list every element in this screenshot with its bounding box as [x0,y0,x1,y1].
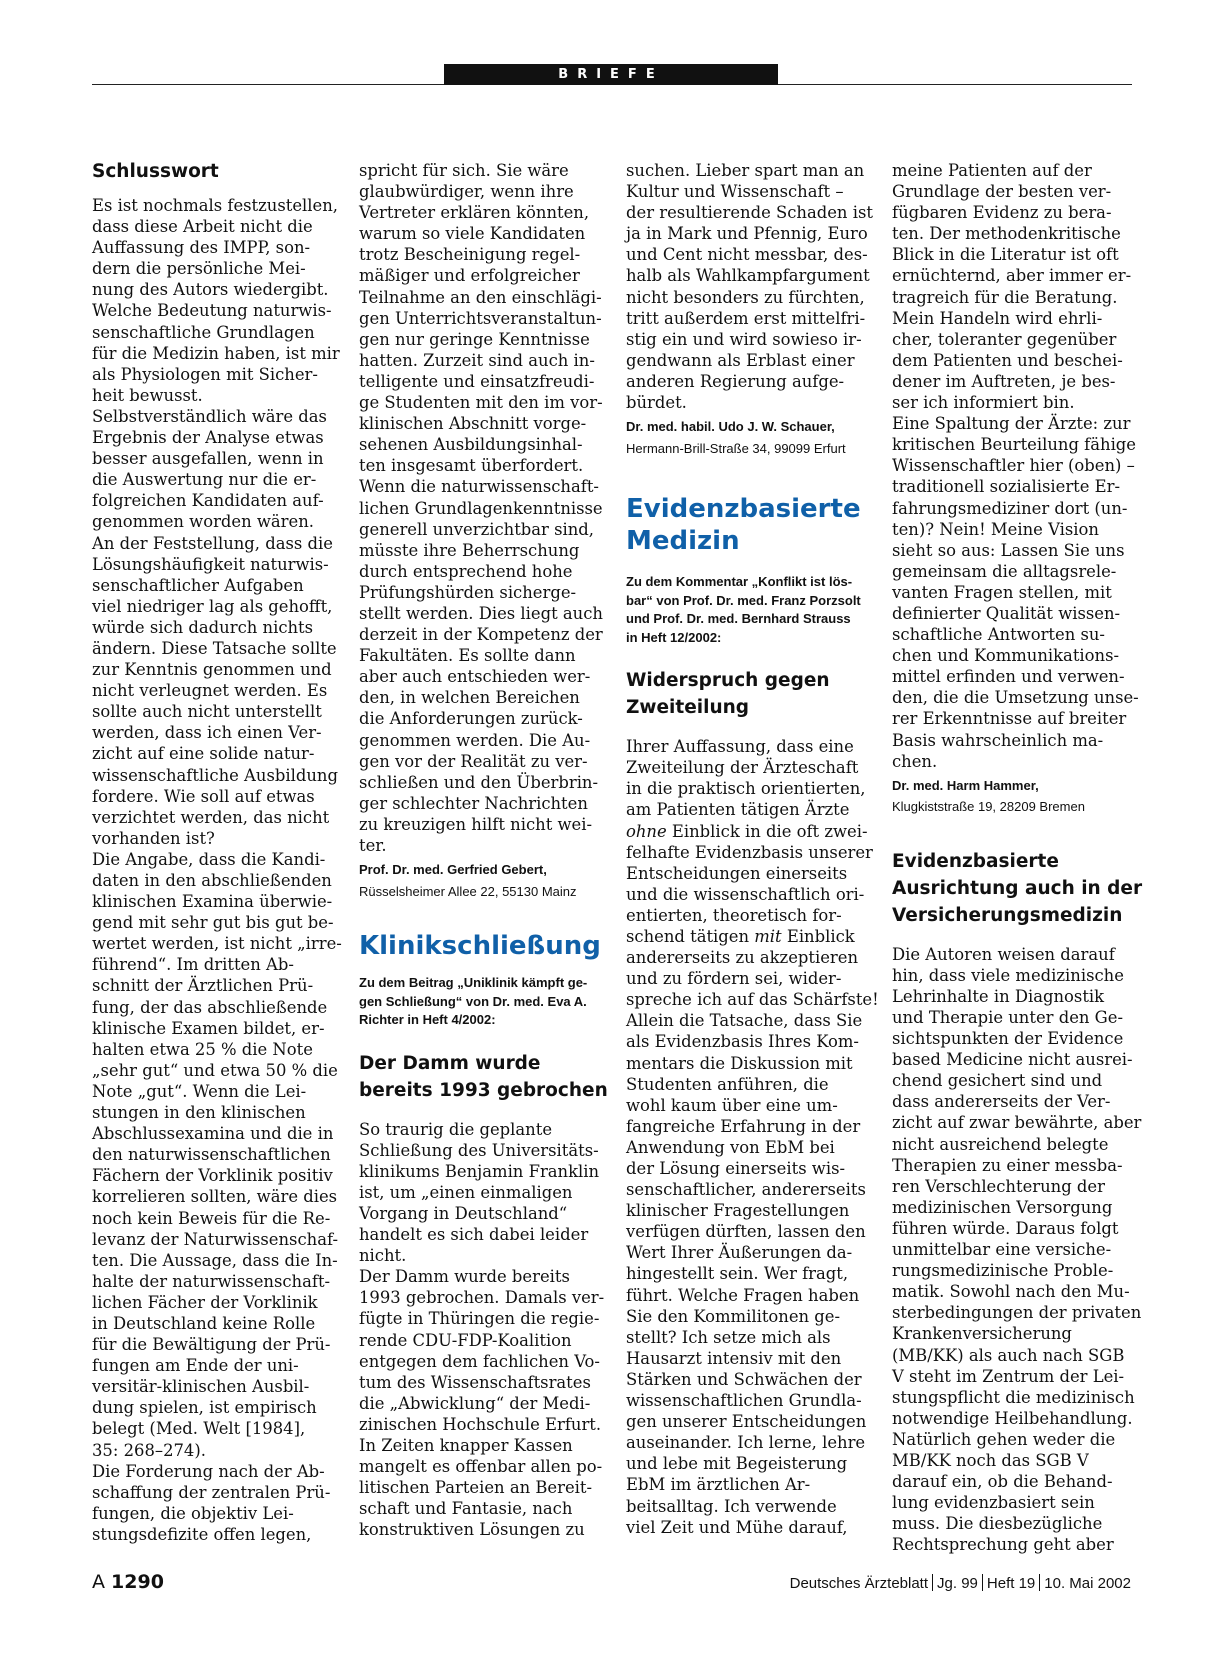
text-line: Es ist nochmals festzustellen, [92,196,338,215]
text-line: und die wissenschaftlich ori- [626,884,865,904]
text-line: klinischen Examina überwie- [92,892,333,912]
text-line: Zweiteilung der Ärzteschaft [626,758,859,778]
column-3 [626,160,879,1538]
text-line: würde sich dadurch nichts [92,617,314,637]
text-line: spricht für sich. Sie wäre [359,161,569,180]
reference-line: Richter in Heft 4/2002: [359,1012,496,1028]
text-line: definierter Qualität wissen- [892,603,1121,623]
text-line: darauf ein, ob die Behand- [892,1472,1113,1492]
text-line: ist, um „einen einmaligen [359,1182,573,1202]
text-line: schaftliche Antworten su- [892,625,1105,645]
text-line: ten. Die Aussage, dass die In- [92,1250,338,1270]
text-line: Ergebnis der Analyse etwas [92,428,324,448]
reference-note [626,573,864,647]
text-line: andererseits zu akzeptieren [626,948,859,968]
text-line: muss. Die diesbezügliche [892,1514,1103,1534]
text-line: Note „gut“. Wenn die Lei- [92,1081,307,1101]
text-line: Wenn die naturwissenschaft- [359,477,599,497]
page-number-value: 1290 [111,1571,164,1593]
text-line: Fakultäten. Es sollte dann [359,646,576,666]
text-line: daten in den abschließenden [92,871,332,890]
author-address: Hermann-Brill-Straße 34, 99099 Erfurt [626,440,846,456]
text-line: durch entsprechend hohe [359,561,573,581]
text-line: belegt (Med. Welt [1984], [92,1419,306,1439]
text-line: den, die die Umsetzung unse- [892,688,1139,708]
author-name: Dr. med. habil. Udo J. W. Schauer, [626,419,835,435]
text-line: Lehrinhalte in Diagnostik [892,986,1105,1006]
text-line: am Patienten tätigen Ärzte [626,800,850,820]
topic-line: Evidenzbasierte [626,494,861,525]
article-text [359,160,603,856]
text-line: dener im Auftreten, je bes- [892,371,1116,391]
text-line: rer Erkenntnisse auf breiter [892,709,1127,729]
text-line: klinischen Abschnitt vorge- [359,414,587,434]
text-line: gen vor der Realität zu ver- [359,751,588,771]
text-line: Basis wahrscheinlich ma- [892,730,1104,750]
text-line: entgegen dem fachlichen Vo- [359,1351,600,1371]
text-line: kritischen Beurteilung fähige [892,435,1137,455]
text-line: stungsdefizite offen legen, [92,1524,312,1544]
text-line: mentars die Diskussion mit [626,1053,853,1073]
text-line: glaubwürdiger, wenn ihre [359,182,574,202]
text-line: rende CDU-FDP-Koalition [359,1330,572,1350]
text-line: Welche Bedeutung naturwis- [92,301,332,321]
text-line: mangelt es offenbar allen po- [359,1457,603,1477]
text-line: den, in welchen Bereichen [359,688,580,708]
text-line: Abschlussexamina und die in [92,1124,334,1144]
text-line: dern die persönliche Mei- [92,259,306,279]
text-line: Selbstverständlich wäre das [92,406,327,426]
text-line: für die Bewältigung der Prü- [92,1335,331,1355]
text-line: verfügen dürften, lassen den [626,1222,866,1242]
text-line: die Anforderungen zurück- [359,709,583,729]
signature [626,416,864,459]
text-line: vanten Fragen stellen, mit [892,582,1112,602]
text-line: dem Patienten und beschei- [892,350,1123,370]
text-line: lichen Fächer der Vorklinik [92,1292,318,1312]
text-line: Kultur und Wissenschaft – [626,182,844,202]
text-line: werden, dass ich einen Ver- [92,723,322,743]
text-line: in die praktisch orientierten, [626,779,866,799]
text-line: wohl kaum über eine um- [626,1095,838,1115]
journal-issue: Heft 19 [986,1575,1036,1592]
text-line: schnitt der Ärztlichen Prü- [92,976,314,996]
page-number [92,1571,164,1593]
text-line: viel Zeit und Mühe darauf, [626,1517,848,1537]
text-line: Wissenschaftler hier (oben) – [892,456,1135,476]
text-line: Entscheidungen einerseits [626,863,848,883]
text-line: nung des Autors wiedergibt. [92,280,329,300]
text-line: fungen am Ende der uni- [92,1356,299,1376]
text-line: ger schlechter Nachrichten [359,793,588,813]
text-line: nicht verleugnet werden. Es [92,681,328,701]
text-line: MB/KK noch das SGB V [892,1450,1089,1470]
text-line: mäßiger und erfolgreicher [359,266,580,286]
headline-line: Widerspruch gegen [626,670,830,692]
text-line: halten etwa 25 % die Note [92,1039,313,1059]
author-name: Prof. Dr. med. Gerfried Gebert, [359,862,547,878]
text-line: zinischen Hochschule Erfurt. [359,1414,602,1434]
headline-line: Evidenzbasierte [892,850,1059,872]
text-line: vorhanden ist? [92,828,215,848]
headline-line: Versicherungsmedizin [892,904,1123,926]
journal-name: Deutsches Ärzteblatt [789,1575,929,1592]
text-line: Grundlage der besten ver- [892,182,1112,202]
text-line: Vorgang in Deutschland“ [359,1203,568,1223]
text-line: klinischer Fragestellungen [626,1201,850,1221]
headline-line: Zweiteilung [626,697,750,719]
text-line: schaffung der zentralen Prü- [92,1482,331,1502]
column-1 [92,160,342,1545]
text-line: aber auch entschieden wer- [359,667,591,687]
text-line: chen. [892,751,938,771]
text-line: levanz der Naturwissenschaf- [92,1229,338,1249]
text-line: tum des Wissenschaftsrates [359,1372,591,1392]
reference-line: Zu dem Kommentar „Konflikt ist lös- [626,574,853,590]
text-line: Auffassung des IMPP, son- [92,238,311,258]
text-line: ter. [359,836,387,855]
text-line: zur Kenntnis genommen und [92,660,332,680]
text-line: Eine Spaltung der Ärzte: zur [892,414,1131,434]
text-line: generell unverzichtbar sind, [359,519,595,539]
text-line: führen würde. Daraus folgt [892,1218,1119,1238]
separator [932,1574,933,1591]
text-line: medizinischen Versorgung [892,1197,1113,1217]
text-line: und zu fördern sei, wider- [626,969,842,989]
text-line: warum so viele Kandidaten [359,224,586,244]
text-line: Der Damm wurde bereits [359,1267,570,1287]
text-line: trotz Bescheinigung regel- [359,245,581,265]
text-line: bürdet. [626,393,687,413]
text-line: based Medicine nicht ausrei- [892,1050,1133,1070]
text-line: nicht. [359,1246,407,1266]
text-line: Ihrer Auffassung, dass eine [626,737,854,757]
reference-line: Zu dem Beitrag „Uniklinik kämpft ge- [359,975,588,991]
text-line: fügbaren Evidenz zu bera- [892,203,1112,223]
text-line: konstruktiven Lösungen zu [359,1520,585,1540]
text-line: gen unserer Entscheidungen [626,1412,867,1432]
topic-line: Medizin [626,526,740,557]
text-line: „sehr gut“ und etwa 50 % die [92,1060,338,1080]
text-line: fordere. Wie soll auf etwas [92,786,315,806]
reference-line: gen Schließung“ von Dr. med. Eva A. [359,993,587,1009]
text-line: Stärken und Schwächen der [626,1369,862,1389]
text-line: Teilnahme an den einschlägi- [359,287,602,307]
section-heading: Schlusswort [92,161,219,182]
text-line: dass diese Arbeit nicht die [92,217,313,237]
text-line: sichtspunkten der Evidence [892,1029,1124,1049]
headline-line: Ausrichtung auch in der [892,877,1143,899]
text-line: Rechtsprechung geht aber [892,1535,1114,1555]
text-line: handelt es sich dabei leider [359,1225,589,1245]
text-line: Mein Handeln wird ehrli- [892,308,1103,328]
signature [359,859,597,902]
text-line: ändern. Diese Tatsache sollte [92,638,337,658]
article-text [92,195,342,1545]
text-line: fung, der das abschließende [92,997,328,1017]
text-line: schend tätigen mit Einblick [626,926,855,946]
text-line: schließen und den Überbrin- [359,772,599,792]
text-line: Schließung des Universitäts- [359,1140,599,1160]
text-line: telligente und einsatzfreudi- [359,371,595,391]
text-line: So traurig die geplante [359,1119,553,1139]
text-line: litischen Parteien an Bereit- [359,1478,593,1498]
text-line: fungen, die objektiv Lei- [92,1503,294,1523]
text-line: sehenen Ausbildungsinhal- [359,435,583,455]
text-line: versitär-klinischen Ausbil- [92,1377,310,1397]
text-line: stellt? Ich setze mich als [626,1327,831,1347]
text-line: in Deutschland keine Rolle [92,1313,316,1333]
text-line: hingestellt sein. Wer fragt, [626,1264,849,1284]
headline-line: Der Damm wurde [359,1052,541,1074]
text-line: Wert Ihrer Äußerungen da- [626,1243,853,1263]
text-line: und Therapie unter den Ge- [892,1008,1123,1027]
text-line: ja in Mark und Pfennig, Euro [626,224,868,244]
text-line: besser ausgefallen, wenn in [92,449,324,469]
text-line: ren Verschlechterung der [892,1176,1105,1196]
text-line: zicht auf eine solide natur- [92,744,315,764]
text-line: gend mit sehr gut bis gut be- [92,913,334,933]
text-line: den naturwissenschaftlichen [92,1145,331,1165]
text-line: verzichtet werden, das nicht [92,807,330,827]
text-line: Sie den Kommilitonen ge- [626,1306,841,1326]
text-line: gen Unterrichtsveranstaltun- [359,308,602,328]
text-line: chen und Kommunikations- [892,646,1120,666]
text-line: unmittelbar eine versiche- [892,1240,1112,1260]
text-line: notwendige Heilbehandlung. [892,1408,1133,1428]
text-line: Vertreter erklären könnten, [359,203,590,223]
text-line: die Auswertung nur die er- [92,470,317,490]
author-address: Klugkiststraße 19, 28209 Bremen [892,799,1085,815]
text-line: Die Autoren weisen darauf [892,944,1115,964]
text-line: rungsmedizinische Proble- [892,1261,1114,1281]
reference-line: in Heft 12/2002: [626,629,722,645]
text-line: genommen werden. Die Au- [359,730,591,750]
text-line: hin, dass viele medizinische [892,965,1124,985]
text-line: wissenschaftliche Ausbildung [92,765,338,785]
text-line: felhafte Evidenzbasis unserer [626,842,873,862]
reference-line: und Prof. Dr. med. Bernhard Strauss [626,611,851,627]
text-line: An der Feststellung, dass die [92,533,333,553]
letter-headline [892,848,1143,929]
text-line: Die Forderung nach der Ab- [92,1461,325,1481]
text-line: ten)? Nein! Meine Vision [892,519,1099,539]
text-line: fügte in Thüringen die regie- [359,1309,600,1329]
article-text [626,736,879,1538]
text-line: anderen Regierung aufge- [626,371,845,391]
author-address: Rüsselsheimer Allee 22, 55130 Mainz [359,883,577,899]
text-line: dass andererseits der Ver- [892,1092,1111,1112]
text-line: 1993 gebrochen. Damals ver- [359,1288,605,1308]
column-4 [892,160,1143,1555]
journal-date: 10. Mai 2002 [1044,1575,1131,1592]
text-line: und Cent nicht messbar, des- [626,245,868,265]
text-line: Allein die Tatsache, dass Sie [626,1011,863,1031]
text-line: sieht so aus: Lassen Sie uns [892,540,1125,560]
text-line: wertet werden, ist nicht „irre- [92,934,342,954]
text-line: Blick in die Literatur ist oft [892,245,1119,265]
text-line: derzeit in der Kompetenz der [359,625,603,645]
author-name: Dr. med. Harm Hammer, [892,777,1039,793]
text-line: stig ein und wird sowieso ir- [626,329,862,349]
text-line: nicht ausreichend belegte [892,1134,1109,1154]
text-line: meine Patienten auf der [892,161,1092,180]
text-line: lichen Grundlagenkenntnisse [359,498,603,518]
text-line: ser ich informiert bin. [892,393,1075,413]
text-line: klinische Examen bildet, er- [92,1018,325,1038]
text-line: genommen worden wären. [92,512,314,532]
text-line: führt. Welche Fragen haben [626,1285,860,1305]
text-line: EbM im ärztlichen Ar- [626,1475,811,1495]
text-line: Lösungshäufigkeit naturwis- [92,554,329,574]
text-line: 35: 268–274). [92,1440,206,1460]
text-line: ten insgesamt überfordert. [359,456,584,476]
text-line: wissenschaftlichen Grundla- [626,1391,862,1411]
text-line: ohne Einblick in die oft zwei- [626,821,868,841]
text-line: führend“. Im dritten Ab- [92,955,294,975]
text-line: sollte auch nicht unterstellt [92,702,322,722]
text-line: stungspflicht die medizinisch [892,1387,1135,1407]
signature [892,775,1134,818]
text-line: nicht besonders zu fürchten, [626,287,865,307]
text-line: matik. Sowohl nach den Mu- [892,1282,1130,1302]
text-line: senschaftlicher, andererseits [626,1180,866,1200]
text-line: die „Abwicklung“ der Medi- [359,1393,591,1413]
article-text [892,160,1139,772]
text-line: klinikums Benjamin Franklin [359,1161,600,1181]
text-line: beitsalltag. Ich verwende [626,1496,837,1516]
text-line: der Lösung einerseits wis- [626,1159,846,1178]
separator [982,1574,983,1591]
text-line: auseinander. Ich lerne, lehre [626,1433,866,1453]
text-line: V steht im Zentrum der Lei- [892,1366,1125,1386]
text-line: Therapien zu einer messba- [892,1155,1123,1175]
text-line: ernüchternd, aber immer er- [892,266,1132,286]
topic-heading [626,493,864,557]
reference-note [359,974,597,1030]
text-line: gendwann als Erblast einer [626,350,855,370]
text-line: senschaftliche Grundlagen [92,322,315,342]
text-line: folgreichen Kandidaten auf- [92,491,324,511]
text-line: senschaftlicher Aufgaben [92,575,304,595]
text-line: fangreiche Erfahrung in der [626,1116,861,1136]
text-line: tritt außerdem erst mittelfri- [626,308,866,328]
article-text [892,944,1142,1556]
text-line: halb als Wahlkampfargument [626,266,870,286]
headline-line: bereits 1993 gebrochen [359,1079,608,1101]
section-header: BRIEFE [444,64,778,85]
text-line: mittel erfinden und verwen- [892,667,1125,687]
text-line: entierten, theoretisch for- [626,905,842,925]
text-line: stellt werden. Dies liegt auch [359,603,603,623]
text-line: hatten. Zurzeit sind auch in- [359,350,595,370]
text-line: Fächern der Vorklinik positiv [92,1166,333,1186]
text-line: ten. Der methodenkritische [892,224,1121,244]
text-line: müsste ihre Beherrschung [359,540,580,560]
text-line: cher, toleranter gegenüber [892,329,1117,349]
text-line: In Zeiten knapper Kassen [359,1436,573,1455]
article-text [626,160,873,413]
text-line: fahrungsmediziner dort (un- [892,498,1128,518]
text-line: schaft und Fantasie, nach [359,1499,573,1519]
topic-heading: Klinikschließung [359,931,601,962]
text-line: ge Studenten mit den im vor- [359,393,603,413]
text-line: stungen in den klinischen [92,1103,306,1123]
text-line: (MB/KK) als auch nach SGB [892,1345,1125,1365]
text-line: Die Angabe, dass die Kandi- [92,849,326,869]
text-line: der resultierende Schaden ist [626,203,873,223]
text-line: Studenten anführen, die [626,1074,829,1094]
text-line: viel niedriger lag als gehofft, [92,596,333,616]
text-line: traditionell sozialisierte Er- [892,477,1121,497]
letter-headline [359,1050,608,1104]
text-line: für die Medizin haben, ist mir [92,343,340,363]
text-line: Krankenversicherung [892,1324,1072,1344]
text-line: Prüfungshürden sicherge- [359,582,577,602]
page-prefix: A [92,1571,105,1593]
text-line: gemeinsam die alltagsrele- [892,561,1117,581]
text-line: dung spielen, ist empirisch [92,1398,317,1418]
text-line: suchen. Lieber spart man an [626,161,865,180]
journal-citation [790,1574,1131,1592]
text-line: Natürlich gehen weder die [892,1429,1116,1449]
text-line: noch kein Beweis für die Re- [92,1208,331,1228]
text-line: zu kreuzigen hilft nicht wei- [359,814,593,834]
text-line: gen nur geringe Kenntnisse [359,329,590,349]
text-line: als Evidenzbasis Ihres Kom- [626,1032,859,1052]
article-text [359,1119,605,1541]
text-line: halte der naturwissenschaft- [92,1271,331,1291]
text-line: Anwendung von EbM bei [626,1137,835,1157]
column-2 [359,160,608,1540]
text-line: lung evidenzbasiert sein [892,1493,1095,1513]
separator [1039,1574,1040,1591]
text-line: tragreich für die Beratung. [892,287,1118,307]
journal-volume: Jg. 99 [937,1575,978,1592]
text-line: zicht auf zwar bewährte, aber [892,1113,1142,1133]
text-line: spreche ich auf das Schärfste! [626,990,879,1010]
text-line: chend gesichert sind und [892,1071,1103,1091]
text-line: heit bewusst. [92,385,203,405]
text-line: sterbedingungen der privaten [892,1303,1142,1323]
text-line: korrelieren sollten, wäre dies [92,1187,338,1207]
text-line: Hausarzt intensiv mit den [626,1348,842,1368]
text-line: als Physiologen mit Sicher- [92,364,318,384]
letter-headline [626,667,864,721]
reference-line: bar“ von Prof. Dr. med. Franz Porzsolt [626,592,861,608]
text-line: und lebe mit Begeisterung [626,1454,848,1474]
